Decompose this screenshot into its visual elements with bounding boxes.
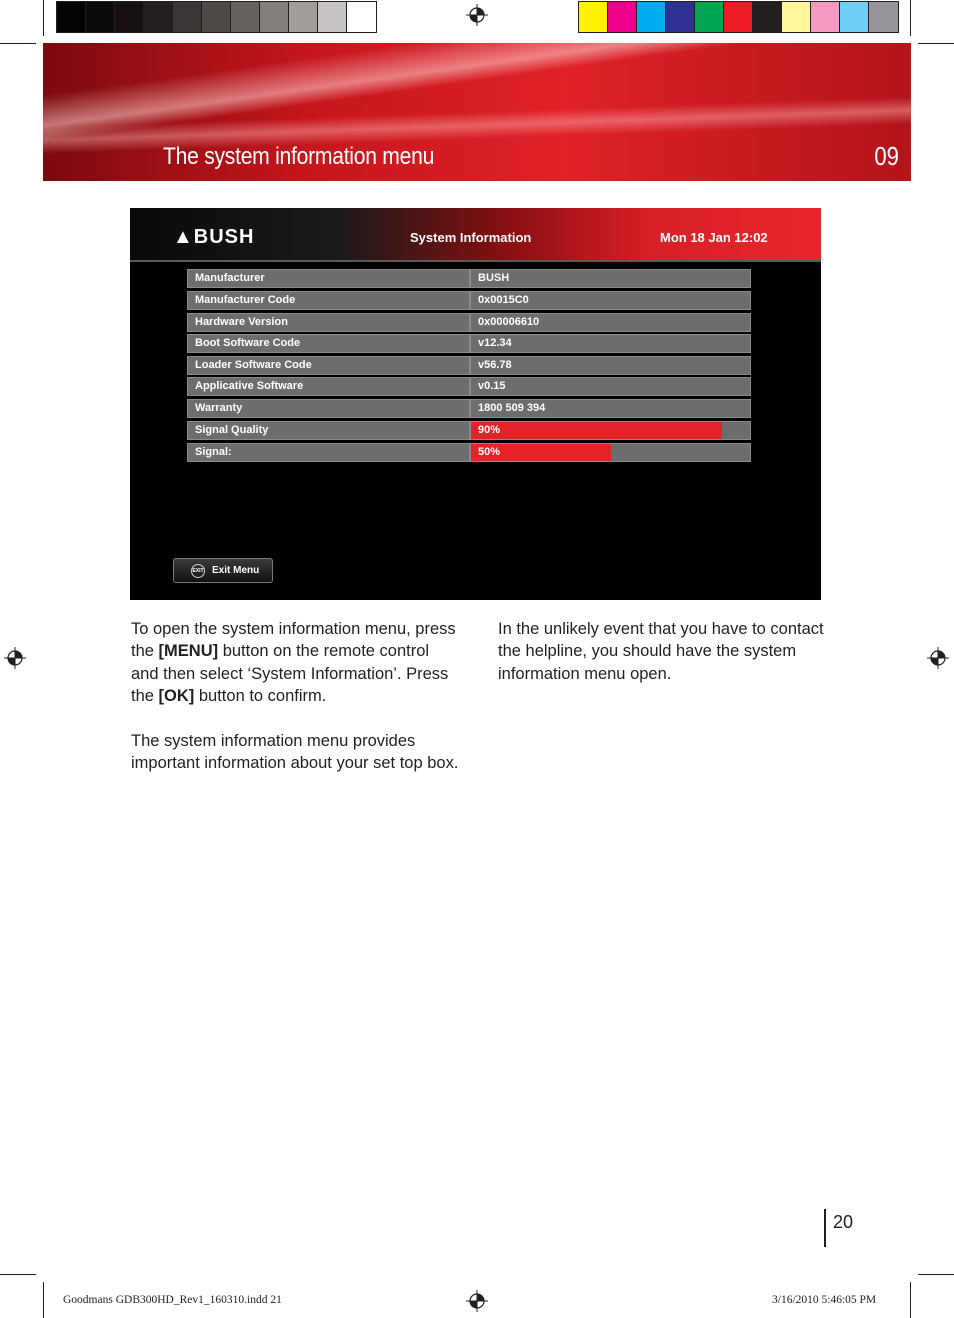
crop-mark	[918, 43, 954, 44]
row-label: Warranty	[187, 399, 470, 418]
row-value-text: 50%	[478, 446, 501, 458]
row-value-text: v56.78	[478, 359, 512, 371]
slug-filename: Goodmans GDB300HD_Rev1_160310.indd 21	[63, 1294, 282, 1306]
slug-timestamp: 3/16/2010 5:46:05 PM	[772, 1294, 877, 1306]
system-information-screen	[130, 208, 821, 600]
screen-title: System Information	[410, 230, 532, 245]
registration-mark-icon	[4, 647, 26, 669]
crop-mark	[43, 1282, 44, 1318]
row-value	[470, 399, 751, 418]
grey-swatch	[347, 2, 376, 32]
grey-swatch	[57, 2, 86, 32]
page-number-rule	[824, 1209, 826, 1247]
screen-clock: Mon 18 Jan 12:02	[660, 230, 768, 245]
row-label: Boot Software Code	[187, 334, 470, 353]
colour-swatch	[840, 2, 869, 32]
brand-logo: ▲BUSH	[173, 226, 255, 248]
row-label: Applicative Software	[187, 377, 470, 396]
signal-bar	[470, 421, 751, 440]
process-colour-bar	[578, 1, 899, 33]
row-value-text: 0x00006610	[478, 316, 540, 328]
ok-key: [OK]	[158, 687, 195, 706]
registration-mark-icon	[927, 647, 949, 669]
colour-swatch	[608, 2, 637, 32]
row-value-text: 0x0015C0	[478, 294, 529, 306]
grey-swatch	[318, 2, 347, 32]
row-value-text: v0.15	[478, 380, 506, 392]
colour-swatch	[637, 2, 666, 32]
row-value	[470, 313, 751, 332]
colour-swatch	[695, 2, 724, 32]
signal-bar	[470, 443, 751, 462]
right-column	[498, 618, 828, 708]
grey-swatch	[260, 2, 289, 32]
exit-key-icon: EXIT	[191, 564, 205, 578]
colour-swatch	[869, 2, 898, 32]
colour-swatch	[811, 2, 840, 32]
row-value-text: 90%	[478, 424, 501, 436]
row-label: Hardware Version	[187, 313, 470, 332]
crop-mark	[918, 1274, 954, 1275]
section-title: The system information menu	[163, 143, 435, 170]
helpline-paragraph: In the unlikely event that you have to contact the helpline, you should have the system information menu open.	[498, 620, 824, 683]
row-label: Manufacturer Code	[187, 291, 470, 310]
grey-colour-bar	[56, 1, 377, 33]
row-label: Loader Software Code	[187, 356, 470, 375]
colour-swatch	[666, 2, 695, 32]
crop-mark	[0, 43, 36, 44]
crop-mark	[43, 0, 44, 36]
menu-key: [MENU]	[158, 642, 219, 661]
description-paragraph: The system information menu provides important information about your set top box.	[131, 732, 459, 773]
colour-swatch	[782, 2, 811, 32]
row-value-text: BUSH	[478, 272, 510, 284]
row-value	[470, 334, 751, 353]
registration-mark-icon	[466, 4, 488, 26]
chapter-number: 09	[874, 141, 899, 171]
grey-swatch	[231, 2, 260, 32]
screen-header	[130, 208, 821, 262]
row-label: Manufacturer	[187, 269, 470, 288]
left-column	[131, 618, 461, 797]
exit-menu-button[interactable]	[173, 558, 273, 583]
row-value	[470, 356, 751, 375]
page-number: 20	[833, 1212, 854, 1232]
exit-menu-label: Exit Menu	[212, 565, 260, 576]
crop-mark	[910, 0, 911, 36]
grey-swatch	[289, 2, 318, 32]
grey-swatch	[86, 2, 115, 32]
grey-swatch	[202, 2, 231, 32]
section-banner	[43, 43, 911, 181]
row-value	[470, 269, 751, 288]
grey-swatch	[115, 2, 144, 32]
grey-swatch	[173, 2, 202, 32]
row-value-text: 1800 509 394	[478, 402, 546, 414]
colour-swatch	[753, 2, 782, 32]
row-value	[470, 291, 751, 310]
row-label: Signal:	[187, 443, 470, 462]
row-label: Signal Quality	[187, 421, 470, 440]
colour-swatch	[724, 2, 753, 32]
registration-mark-icon	[466, 1290, 488, 1312]
crop-mark	[0, 1274, 36, 1275]
colour-swatch	[579, 2, 608, 32]
crop-mark	[910, 1282, 911, 1318]
grey-swatch	[144, 2, 173, 32]
signal-bar-fill	[471, 422, 722, 439]
row-value	[470, 377, 751, 396]
instruction-paragraph: To open the system information menu, press the [MENU] button on the remote control and then select ‘System Information’. Press the [OK] button to confirm.	[131, 620, 456, 706]
row-value-text: v12.34	[478, 337, 512, 349]
